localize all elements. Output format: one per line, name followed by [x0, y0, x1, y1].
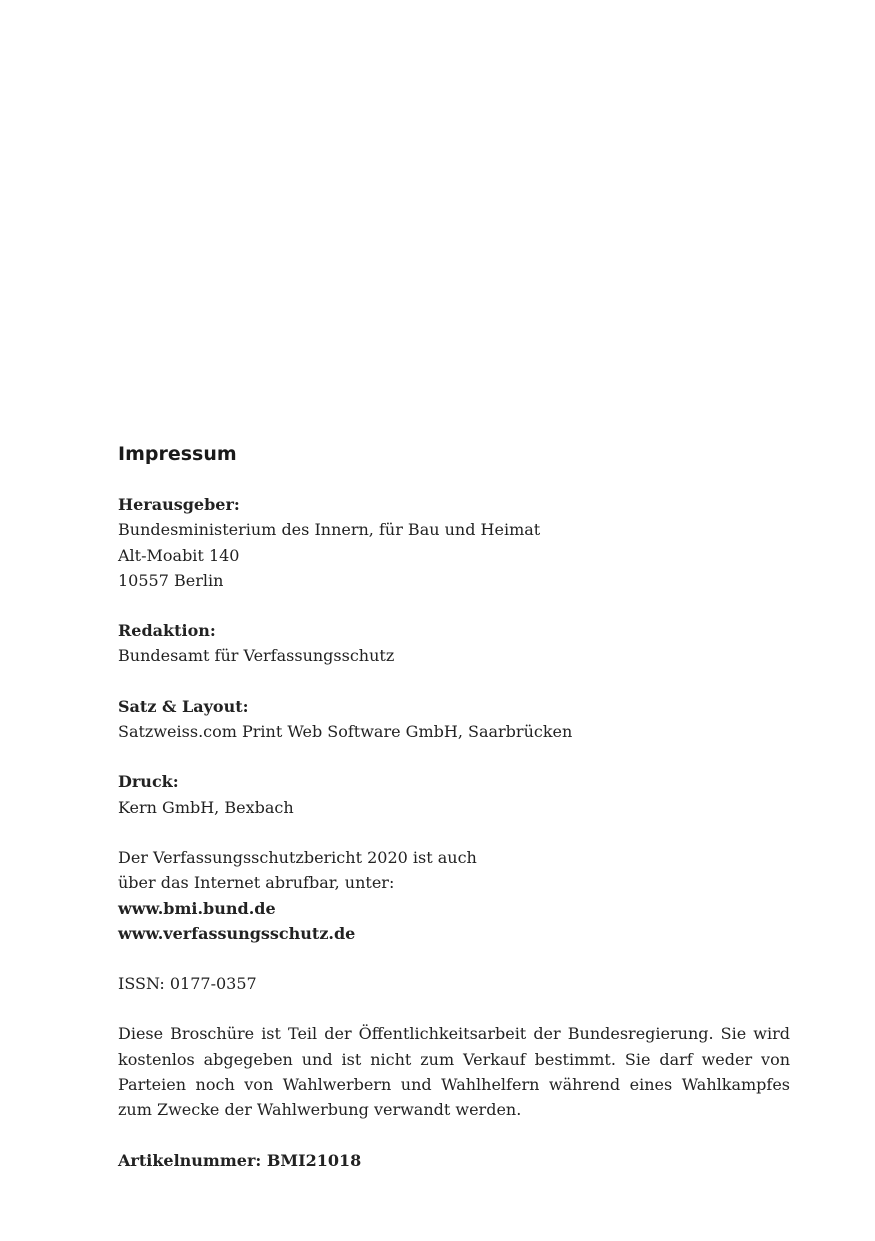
url-bmi[interactable]: www.bmi.bund.de: [118, 898, 276, 918]
impressum-section: [118, 440, 790, 1198]
druck-block: [118, 769, 790, 820]
internet-line-1: Der Verfassungsschutzbericht 2020 ist auch: [118, 847, 477, 867]
herausgeber-block: [118, 492, 790, 593]
artikel-block: [118, 1148, 790, 1173]
satz-label: Satz & Layout:: [118, 696, 249, 716]
druck-value: Kern GmbH, Bexbach: [118, 797, 294, 817]
herausgeber-city: 10557 Berlin: [118, 570, 224, 590]
page-title: Impressum: [118, 443, 237, 465]
redaktion-label: Redaktion:: [118, 621, 216, 641]
herausgeber-name: Bundesministerium des Innern, für Bau und Heimat: [118, 520, 541, 540]
issn: ISSN: 0177-0357: [118, 974, 257, 994]
satz-value: Satzweiss.com Print Web Software GmbH, Saarbrücken: [118, 722, 573, 742]
artikelnummer: Artikelnummer: BMI21018: [118, 1150, 362, 1170]
internet-line-2: über das Internet abrufbar, unter:: [118, 873, 395, 893]
notice-paragraph: Diese Broschüre ist Teil der Öffentlichkeitsarbeit der Bundesregierung. Sie wird kostenlos abgegeben und ist nicht zum Verkauf bestimmt. Sie darf weder von Parteien noch von Wahlwerbern und Wahlhelfern während eines Wahlkampfes zum Zwecke der Wahlwerbung verwandt werden.: [118, 1024, 790, 1120]
herausgeber-street: Alt-Moabit 140: [118, 545, 240, 565]
issn-block: [118, 971, 790, 996]
url-verfassungsschutz[interactable]: www.verfassungsschutz.de: [118, 923, 356, 943]
satz-block: [118, 694, 790, 745]
internet-block: [118, 845, 790, 946]
druck-label: Druck:: [118, 772, 179, 792]
redaktion-value: Bundesamt für Verfassungsschutz: [118, 646, 395, 666]
herausgeber-label: Herausgeber:: [118, 495, 240, 514]
redaktion-block: [118, 618, 790, 669]
